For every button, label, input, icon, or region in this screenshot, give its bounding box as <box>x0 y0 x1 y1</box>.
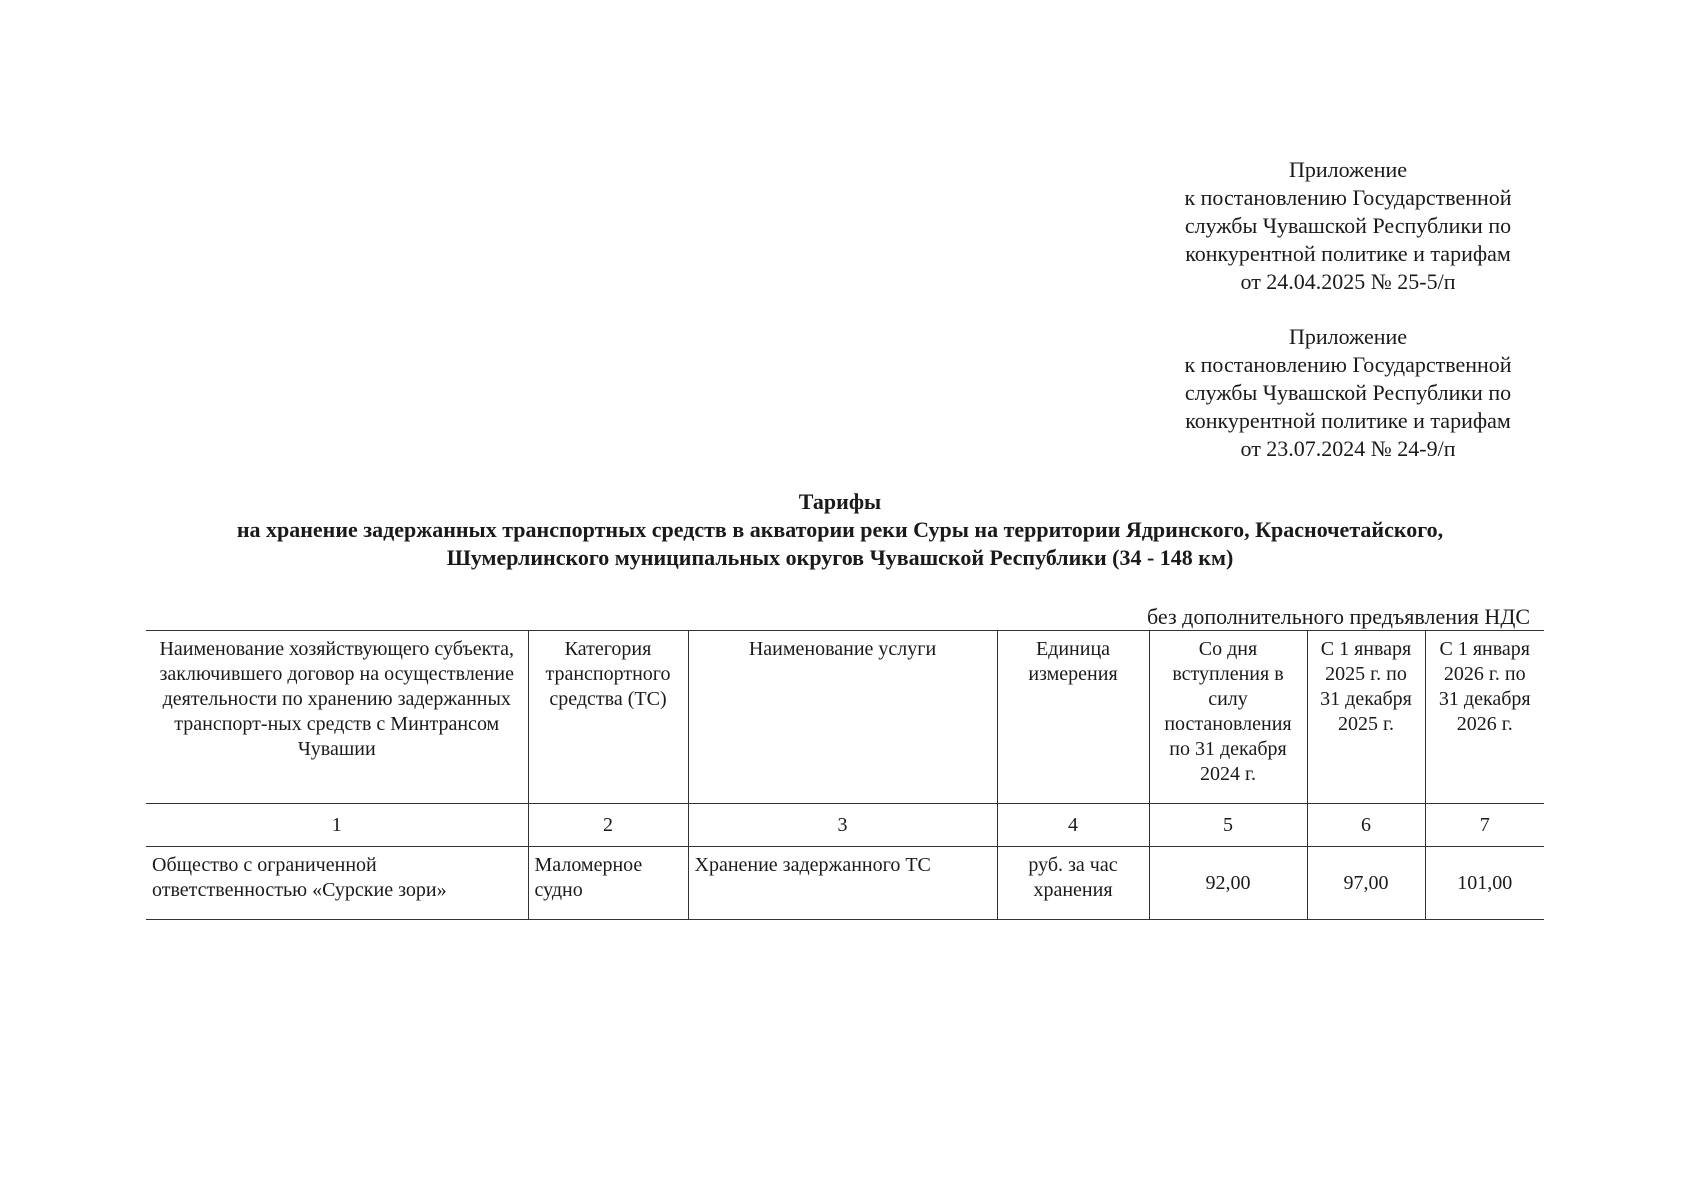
cell-tariff-2024: 92,00 <box>1149 847 1307 920</box>
tariff-table <box>146 630 1544 920</box>
cell-entity: Общество с ограниченной ответственностью «Сурские зори» <box>146 847 528 920</box>
column-number: 6 <box>1307 804 1425 847</box>
column-number: 4 <box>997 804 1149 847</box>
document-title <box>140 488 1540 572</box>
appendix-line: от 23.07.2024 № 24-9/п <box>1240 436 1456 461</box>
cell-unit: руб. за час хранения <box>997 847 1149 920</box>
cell-tariff-2025: 97,00 <box>1307 847 1425 920</box>
appendix-line: службы Чувашской Республики по <box>1184 380 1512 405</box>
header-category: Категория транспортного средства (ТС) <box>528 631 688 804</box>
cell-service: Хранение задержанного ТС <box>688 847 997 920</box>
appendix-line: к постановлению Государственной <box>1184 352 1512 377</box>
appendix-line: конкурентной политике и тарифам <box>1185 408 1511 433</box>
cell-category: Маломерное судно <box>528 847 688 920</box>
column-number: 5 <box>1149 804 1307 847</box>
column-number: 3 <box>688 804 997 847</box>
vat-note: без дополнительного предъявления НДС <box>1147 604 1530 629</box>
appendix-block-previous <box>1148 323 1548 463</box>
appendix-block-current <box>1148 156 1548 296</box>
header-service: Наименование услуги <box>688 631 997 804</box>
appendix-line: от 24.04.2025 № 25-5/п <box>1240 269 1456 294</box>
header-unit: Единица измерения <box>997 631 1149 804</box>
column-number-row <box>146 804 1544 847</box>
cell-tariff-2026: 101,00 <box>1425 847 1544 920</box>
column-number: 1 <box>146 804 528 847</box>
appendix-line: к постановлению Государственной <box>1184 185 1512 210</box>
table-row <box>146 847 1544 920</box>
title-line-1: на хранение задержанных транспортных средств в акватории реки Суры на территории Ядринского, Красночетайского, <box>236 517 1444 542</box>
header-period-2024: Со дня вступления в силу постановления по 31 декабря 2024 г. <box>1149 631 1307 804</box>
column-number: 7 <box>1425 804 1544 847</box>
title-heading: Тарифы <box>798 489 882 514</box>
appendix-line: конкурентной политике и тарифам <box>1185 241 1511 266</box>
header-period-2025: С 1 января 2025 г. по 31 декабря 2025 г. <box>1307 631 1425 804</box>
table-header-row <box>146 631 1544 804</box>
header-period-2026: С 1 января 2026 г. по 31 декабря 2026 г. <box>1425 631 1544 804</box>
appendix-line: Приложение <box>1288 324 1408 349</box>
column-number: 2 <box>528 804 688 847</box>
appendix-line: службы Чувашской Республики по <box>1184 213 1512 238</box>
header-entity: Наименование хозяйствующего субъекта, заключившего договор на осуществление деятельности по хранению задержанных транспорт-ных средств с Минтрансом Чувашии <box>146 631 528 804</box>
appendix-line: Приложение <box>1288 157 1408 182</box>
title-line-2: Шумерлинского муниципальных округов Чувашской Республики (34 - 148 км) <box>446 545 1234 570</box>
